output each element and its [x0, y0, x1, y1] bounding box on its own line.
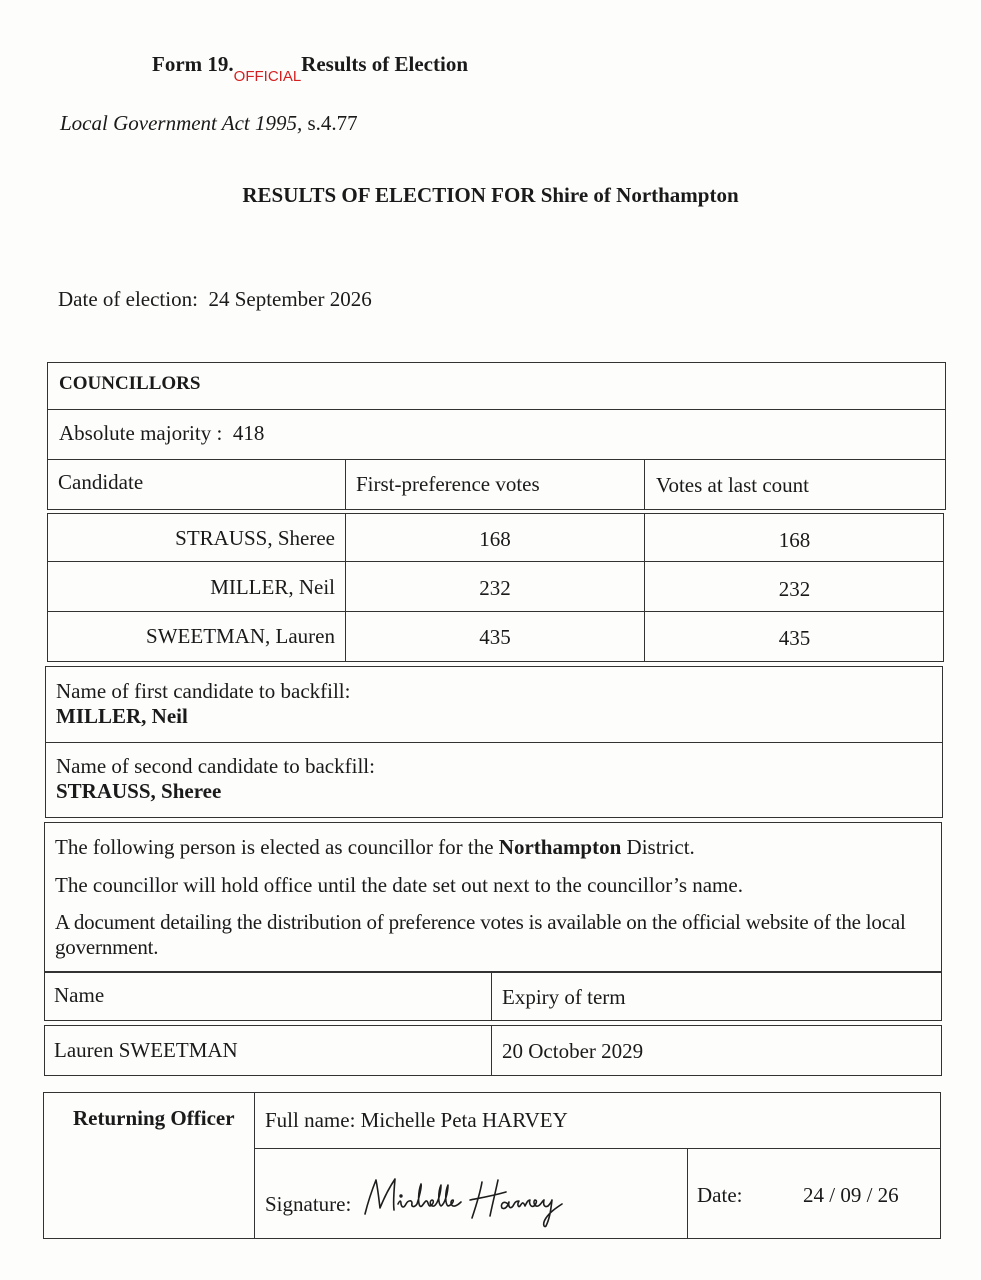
form-number: Form 19. [152, 52, 234, 76]
absolute-majority [59, 421, 264, 446]
preference-document-statement: A document detailing the distribution of preference votes is available on the official website of the local government. [55, 910, 906, 959]
returning-officer-title: Returning Officer [73, 1106, 235, 1130]
divider [687, 1148, 688, 1239]
candidate-name: SWEETMAN, Lauren [146, 624, 335, 648]
column-header-candidate: Candidate [58, 470, 144, 494]
official-mark: OFFICIAL [233, 68, 302, 85]
divider [491, 971, 492, 1021]
form-title [152, 52, 468, 85]
divider [47, 611, 944, 612]
column-header-last-count: Votes at last count [656, 473, 810, 497]
last-count-votes: 232 [778, 577, 811, 601]
second-backfill-name: STRAUSS, Sheree [56, 779, 222, 803]
divider [491, 1025, 492, 1076]
election-date-value: 24 September 2026 [208, 287, 372, 311]
last-count-votes: 435 [778, 626, 811, 650]
councillors-section-title: COUNCILLORS [59, 373, 201, 394]
full-name-label: Full name: [265, 1108, 356, 1132]
signature-label: Signature: [265, 1192, 352, 1216]
officer-full-name [265, 1108, 568, 1133]
last-count-votes: 168 [778, 528, 811, 552]
elected-statement [55, 835, 935, 860]
first-preference-votes: 435 [479, 625, 511, 649]
elected-name: Lauren SWEETMAN [54, 1038, 238, 1062]
first-backfill-label: Name of first candidate to backfill: [56, 679, 351, 703]
column-header-expiry: Expiry of term [502, 985, 626, 1009]
expiry-date: 20 October 2029 [502, 1039, 644, 1063]
absolute-majority-value: 418 [232, 421, 265, 445]
signature-image [362, 1170, 572, 1230]
act-name: Local Government Act 1995, [60, 111, 303, 135]
divider [254, 1092, 255, 1239]
full-name-value: Michelle Peta HARVEY [360, 1108, 568, 1132]
act-reference [60, 111, 358, 136]
divider [345, 459, 346, 510]
election-date [58, 287, 372, 312]
elected-header-table [44, 971, 942, 1021]
divider [254, 1148, 941, 1149]
signed-date: 24 / 09 / 26 [803, 1183, 899, 1207]
first-preference-votes: 232 [479, 576, 511, 600]
divider [45, 742, 943, 743]
elected-statement-suffix: District. [621, 835, 695, 859]
candidate-name: STRAUSS, Sheree [175, 526, 335, 550]
form-name: Results of Election [301, 52, 468, 76]
district-name: Northampton [498, 835, 622, 859]
column-header-name: Name [54, 983, 105, 1007]
election-date-label: Date of election: [58, 287, 198, 311]
divider [644, 459, 645, 510]
handwritten-signature [362, 1170, 572, 1235]
elected-statement-prefix: The following person is elected as councillor for the [55, 835, 499, 859]
second-backfill-label: Name of second candidate to backfill: [56, 754, 375, 778]
candidate-name: MILLER, Neil [210, 575, 335, 599]
absolute-majority-label: Absolute majority : [59, 421, 223, 445]
first-backfill-name: MILLER, Neil [56, 704, 188, 728]
divider [47, 459, 946, 460]
first-preference-votes: 168 [479, 527, 511, 551]
page-title: RESULTS OF ELECTION FOR Shire of Northampton [242, 183, 739, 207]
act-section: s.4.77 [302, 111, 358, 135]
term-statement: The councillor will hold office until the date set out next to the councillor’s name. [55, 873, 743, 897]
column-header-first-preference: First-preference votes [356, 472, 540, 496]
date-label: Date: [697, 1183, 743, 1207]
divider [47, 561, 944, 562]
divider [47, 409, 946, 410]
